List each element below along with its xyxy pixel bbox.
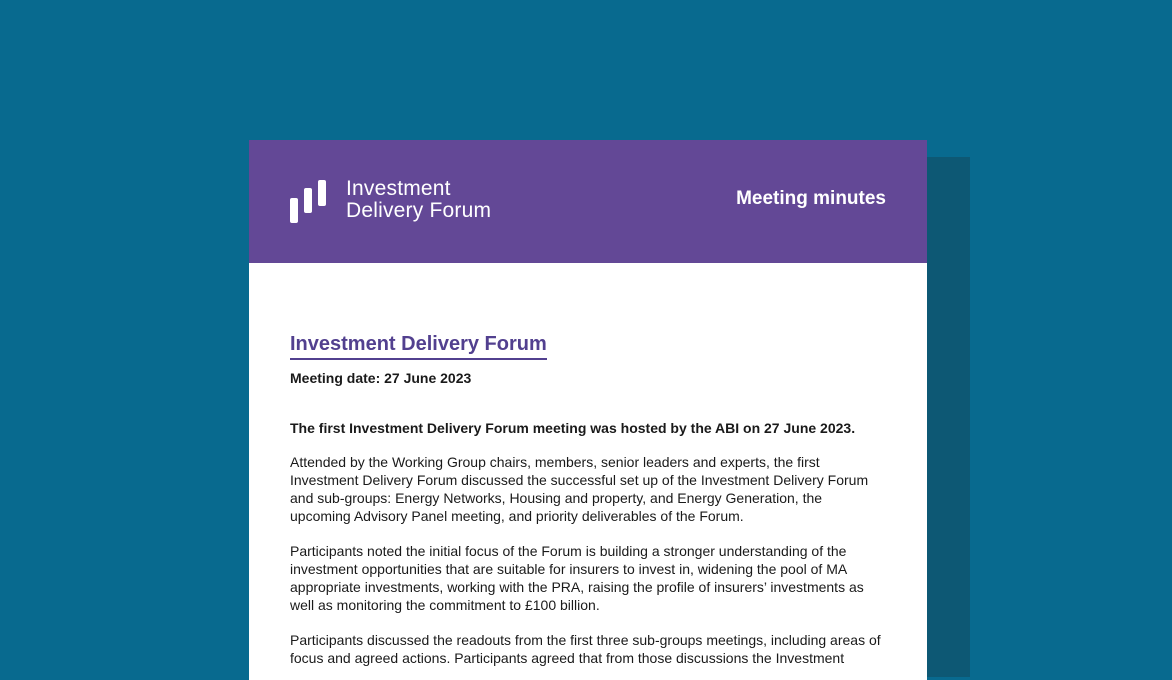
body-paragraph: Attended by the Working Group chairs, members, senior leaders and experts, the first Investment Delivery Forum discussed the successful set up of the Investment Delivery Forum and sub-groups: Energy Networks, Housing and property, and Energy Generation, the upcoming Advisory Panel meeting, and priority deliverables of the Forum. — [290, 454, 869, 524]
logo-line-2: Delivery Forum — [346, 199, 492, 222]
document-page — [249, 140, 927, 680]
document-header — [249, 140, 927, 263]
meeting-date: Meeting date: 27 June 2023 — [290, 370, 472, 386]
logo-text — [346, 178, 491, 222]
document-body — [249, 263, 927, 667]
lead-paragraph: The first Investment Delivery Forum meeting was hosted by the ABI on 27 June 2023. — [290, 420, 856, 436]
document-title: Investment Delivery Forum — [290, 333, 547, 360]
logo — [290, 178, 491, 224]
logo-line-1: Investment — [346, 177, 451, 200]
body-paragraph: Participants noted the initial focus of the Forum is building a stronger understanding of the investment opportunities that are suitable for insurers to invest in, widening the pool of MA appropriate investments, working with the PRA, raising the profile of insurers’ investments as well as monitoring the commitment to £100 billion. — [290, 543, 864, 613]
bar-chart-logo-icon — [290, 178, 330, 224]
document-type-label: Meeting minutes — [736, 188, 886, 209]
body-paragraph: Participants discussed the readouts from the first three sub-groups meetings, including areas of focus and agreed actions. Participants agreed that from those discussions the Investment — [290, 632, 881, 666]
